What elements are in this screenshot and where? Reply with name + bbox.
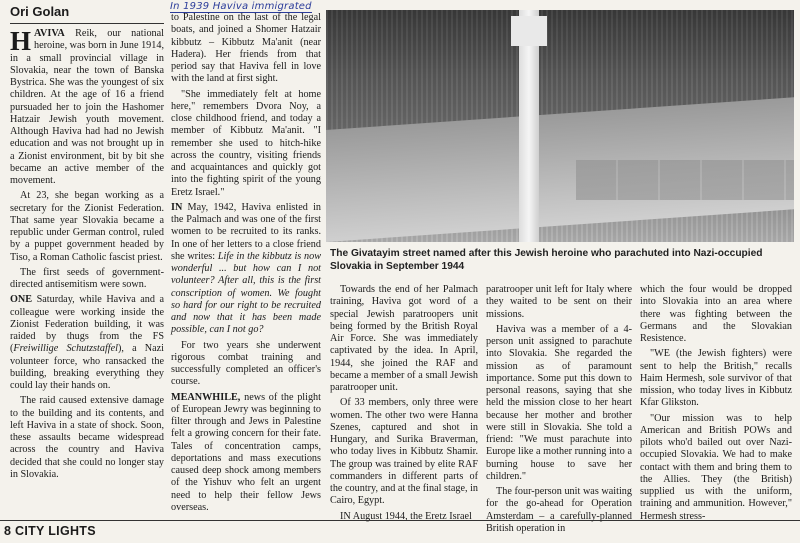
paragraph: which the four would be dropped into Slovakia into an area where there was fighting between the Germans and the Slovakian Resistence. bbox=[640, 284, 792, 344]
paragraph-text: Reik, our national heroine, was born in June 1914, in a small provincial village in Slovakia, near the town of Banska Bystrica. She was the youngest of six children. At the age of 16 a friend pursuaded her to join the Hashomer Hatzair Jewish youth movement. Although Haviva had had no Jewish education and was not brought up in a Zionist environment, bit by bit she became an active member of the movement. bbox=[10, 28, 164, 186]
paragraph: "WE (the Jewish fighters) were sent to help the British," recalls Haim Hermesh, sole survivor of that mission, who today lives in Kibbutz Kfar Glikston. bbox=[640, 348, 792, 409]
lead-word: MEANWHILE, bbox=[171, 391, 241, 403]
handwritten-note bbox=[170, 1, 312, 12]
handwritten-note-text: In 1939 Haviva immigrated bbox=[170, 1, 312, 12]
photo-caption: The Givatayim street named after this Jewish heroine who parachuted into Nazi-occupied Slovakia in September 1944 bbox=[330, 248, 763, 272]
paragraph: The four-person unit was waiting for the go-ahead for Operation Amsterdam – a carefully-planned British operation in bbox=[486, 486, 632, 534]
photo-fence bbox=[576, 160, 794, 200]
page-footer bbox=[0, 520, 800, 543]
italic-quote: Life in the kibbutz is now wonderful ... but how can I not volunteer? After all, this is the first conscription of women. We fought so hard for our right to be recruited and now that it has been made possible, can I not go? bbox=[171, 250, 321, 336]
paragraph-text: ), a Nazi volunteer force, who ransacked the building, breaking everything they could lay their hands on. bbox=[10, 343, 164, 391]
article-column-5 bbox=[640, 284, 792, 520]
paragraph: paratrooper unit left for Italy where they waited to be sent on their missions. bbox=[486, 284, 632, 320]
paragraph bbox=[171, 202, 321, 337]
paragraph: Haviva was a member of a 4-person unit assigned to parachute into Slovakia. She regarded the mission as of paramount importance. Some put this down to personal reasons, saying that she held the mission close to her heart because her mother and brother were still in Slovakia. She told a friend: "We must parachute into Europe like a mother running into a burning house to save her children." bbox=[486, 323, 632, 482]
paragraph: Of 33 members, only three were women. The other two were Hanna Szenes, captured and shot in Hungary, and Surika Braverman, who today lives in Kibbutz Shamir. The group was trained by elite RAF commanders in different parts of the country, and at the final stage, in Cairo, Egypt. bbox=[330, 397, 478, 507]
lead-word: IN bbox=[171, 201, 183, 213]
page-number-label: 8 CITY LIGHTS bbox=[4, 524, 96, 538]
paragraph-text: May, 1942, Haviva enlisted in the Palmach and was one of the first women to be recruited to its ranks. In one of her letters to a close friend she writes: bbox=[171, 201, 321, 262]
paragraph: "Our mission was to help American and British POWs and pilots who'd bailed out over Nazi-occupied Slovakia. We had to make contact with them and bring them to the Allies. They (the British) supplied us with the uniform, training and ammunition. However," Hermesh stress- bbox=[640, 412, 792, 522]
paragraph: IN August 1944, the Eretz Israel bbox=[340, 510, 472, 522]
paragraph: At 23, she began working as a secretary for the Zionist Federation. That same year Slovakia became a republic under German control, ruled by a puppet government headed by Tiso, a Roman Catholic fascist priest. bbox=[10, 190, 164, 263]
photo-sign bbox=[511, 16, 547, 46]
street-photo bbox=[326, 10, 794, 242]
paragraph-text: Saturday, while Haviva and a colleague were working inside the Zionist Federation building, it was raided by thugs from the FS ( bbox=[10, 294, 164, 355]
paragraph bbox=[171, 392, 321, 515]
paragraph: to Palestine on the last of the legal boats, and joined a Shomer Hatzair kibbutz – Kibbutz Ma'anit (near Hadera). Her friends from that period say that Haviva fell in love with the land at first sight. bbox=[171, 12, 321, 85]
paragraph: For two years she underwent rigorous combat training and successfully completed an officer's course. bbox=[171, 339, 321, 388]
paragraph: The first seeds of government-directed antisemitism were sown. bbox=[10, 266, 164, 290]
paragraph: The raid caused extensive damage to the building and its contents, and left Haviva in a state of shock. Soon, these assaults became widespread across the country and Haviva decided that she could no longer stay in Slovakia. bbox=[10, 395, 164, 480]
italic-term: Freiwillige Schutzstaffel bbox=[13, 343, 118, 355]
paragraph: "She immediately felt at home here," remembers Dvora Noy, a close childhood friend, and today a member of Kibbutz Ma'anit. "I remember she used to hitch-hike across the country, visiting friends and acquaintances and quickly got into the fighting spirit of the young Eretz Israel." bbox=[171, 88, 321, 198]
paragraph bbox=[10, 28, 164, 187]
article-column-1 bbox=[10, 28, 164, 520]
article-column-3 bbox=[330, 284, 478, 520]
paragraph bbox=[10, 294, 164, 392]
lead-word: ONE bbox=[10, 294, 33, 306]
paragraph-text: news of the plight of European Jewry was beginning to filter through and Jews in Palestine felt a growing concern for their fate. Tales of concentration camps, deportations and mass executions caused deep shock among members of the Yishuv who felt an urgent need to help their fellow Jews overseas. bbox=[171, 391, 321, 513]
article-column-4 bbox=[486, 284, 632, 534]
lead-word: AVIVA bbox=[34, 28, 65, 39]
byline: Ori Golan bbox=[10, 4, 164, 24]
paragraph: Towards the end of her Palmach training, Haviva got word of a special Jewish paratroopers unit being formed by the British Royal Air Force. She was immediately captivated by the idea. In April, 1944, she joined the RAF and became a member of a small Jewish paratrooper unit. bbox=[330, 284, 478, 393]
drop-cap: H bbox=[10, 26, 32, 56]
article-column-2 bbox=[171, 12, 321, 520]
